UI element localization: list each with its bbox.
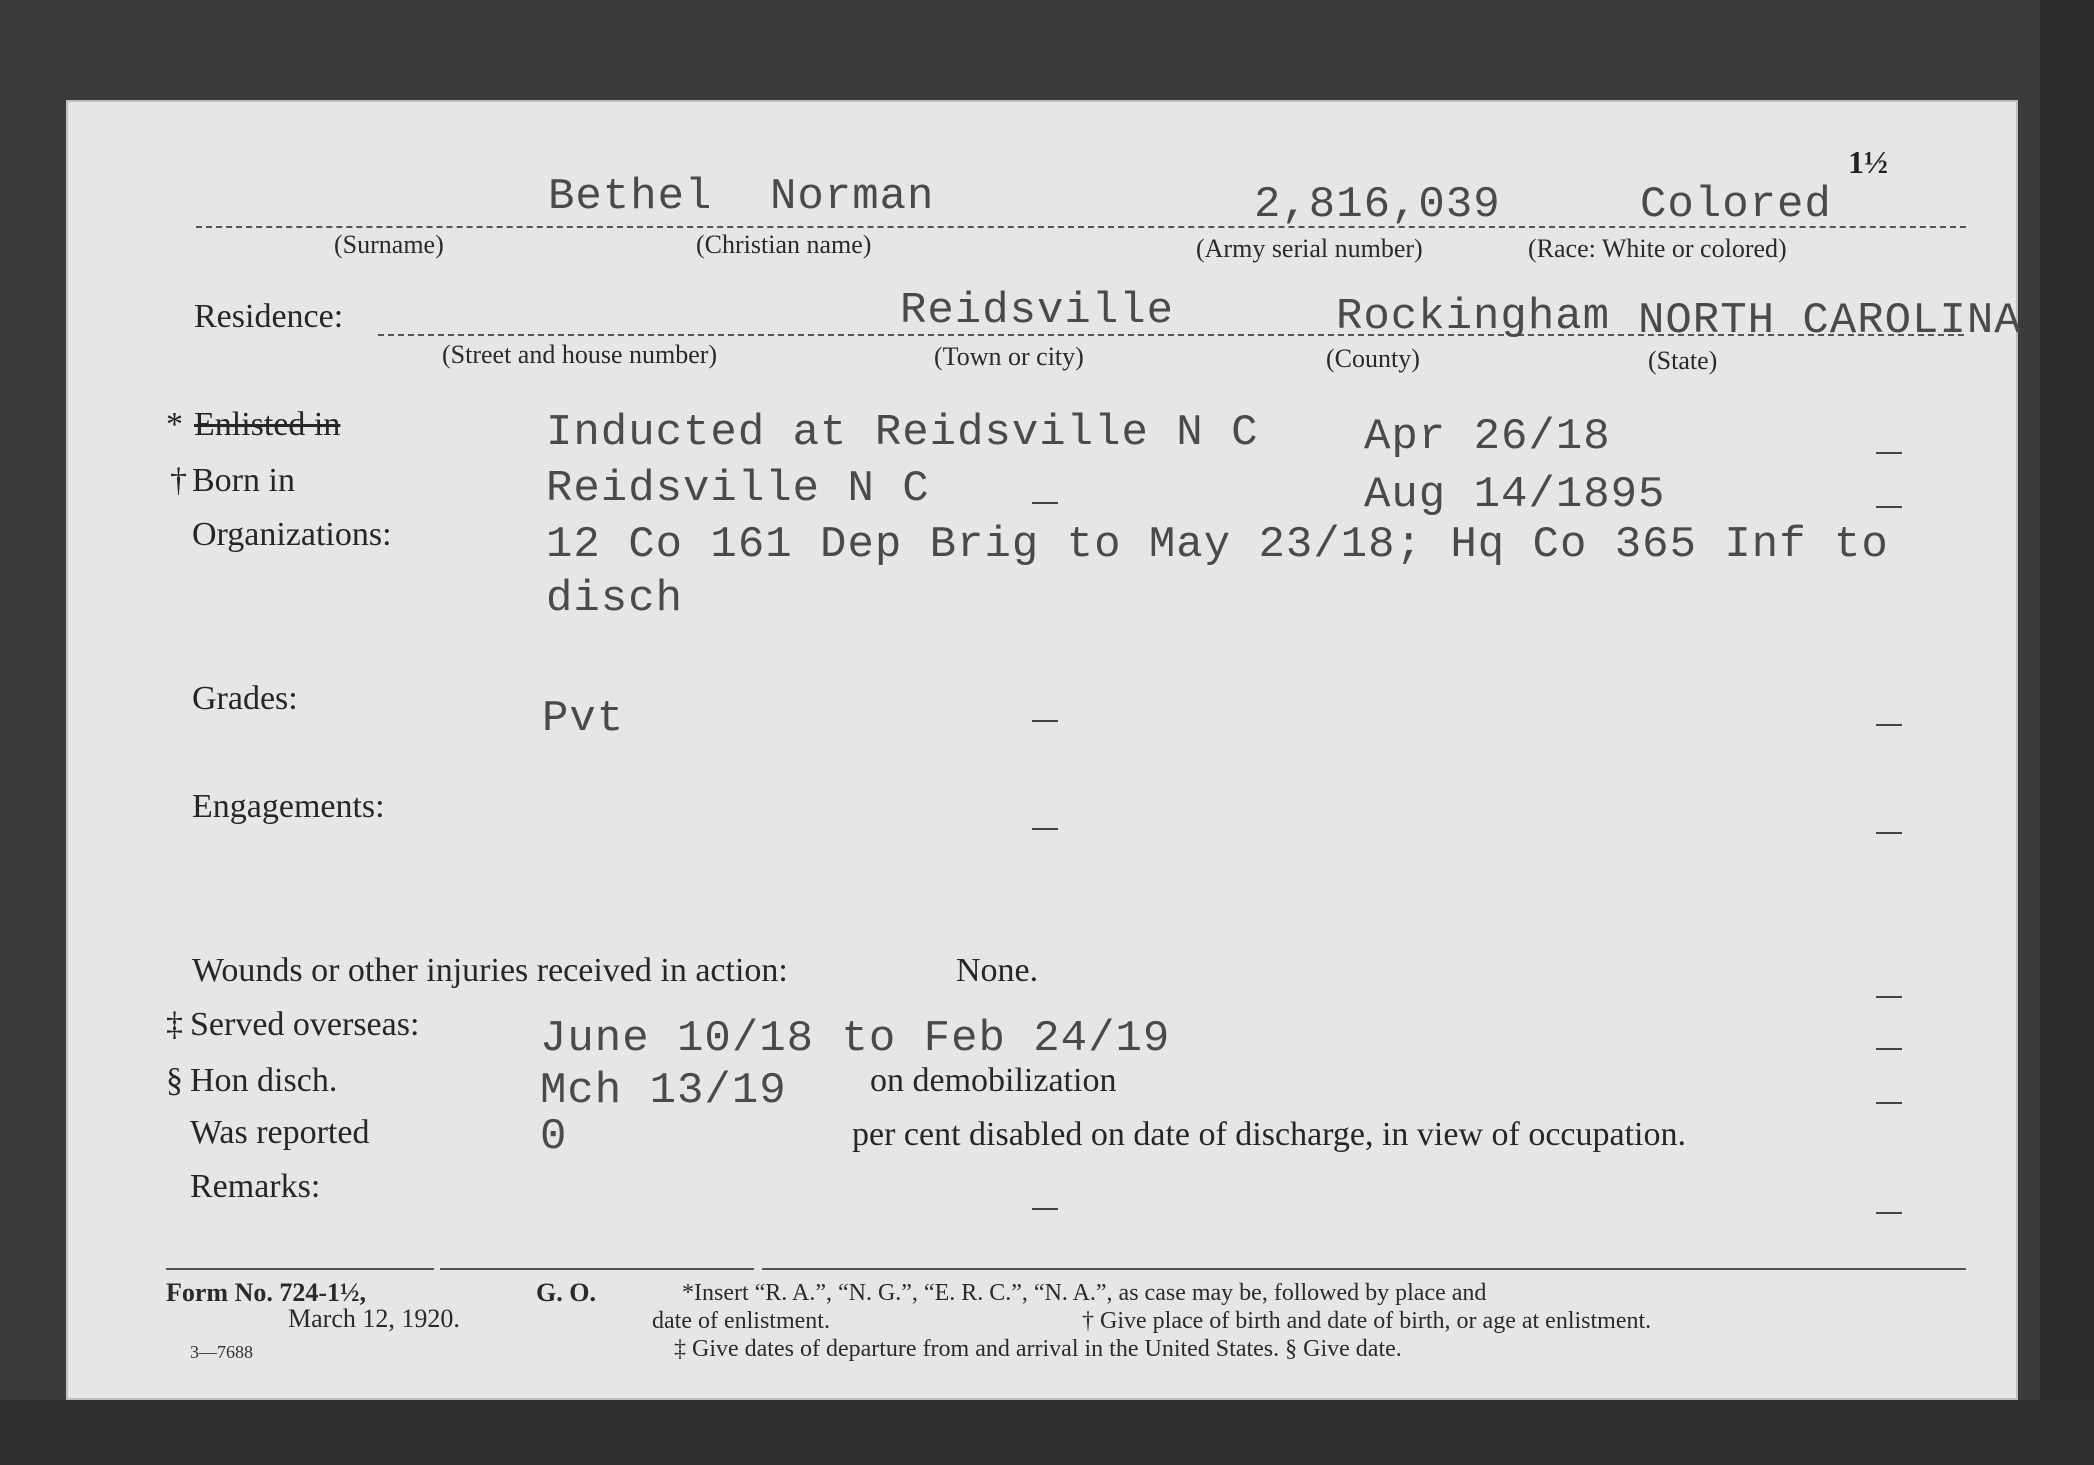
- remarks-mid-mark: [1032, 1208, 1058, 1210]
- grades-value: Pvt: [542, 694, 625, 744]
- form-go: G. O.: [536, 1278, 596, 1307]
- discharge-marker: §: [166, 1062, 183, 1099]
- born-value: Reidsville N C: [546, 464, 930, 514]
- remarks-label: Remarks:: [190, 1168, 321, 1205]
- surname-caption: (Surname): [334, 230, 444, 259]
- enlisted-marker: *: [166, 406, 183, 443]
- enlisted-value: Inducted at Reidsville N C: [546, 408, 1259, 458]
- enlisted-end-mark: [1876, 452, 1902, 454]
- service-record-card: [66, 100, 2022, 1400]
- wounds-label: Wounds or other injuries received in action:: [192, 952, 788, 989]
- born-end-mark: [1876, 506, 1902, 508]
- surname-value: Bethel: [548, 172, 713, 222]
- footer-note-2a: date of enlistment.: [652, 1308, 830, 1334]
- remarks-end-mark: [1876, 1212, 1902, 1214]
- engagements-end-mark: [1876, 832, 1902, 834]
- serial-caption: (Army serial number): [1196, 234, 1423, 263]
- form-number: Form No. 724-1½,: [166, 1278, 367, 1307]
- footer-note-2b: † Give place of birth and date of birth, or age at enlistment.: [1082, 1308, 1652, 1334]
- grades-label: Grades:: [192, 680, 298, 717]
- reported-value: 0: [540, 1112, 568, 1162]
- enlisted-label: Enlisted in: [194, 406, 341, 443]
- background-right: [2040, 0, 2094, 1465]
- header-line: [196, 226, 1966, 228]
- born-date: Aug 14/1895: [1364, 470, 1666, 520]
- wounds-value: None.: [956, 952, 1039, 989]
- state-caption: (State): [1648, 346, 1718, 375]
- race-value: Colored: [1640, 180, 1832, 230]
- overseas-value: June 10/18 to Feb 24/19: [540, 1014, 1171, 1064]
- footer-rule-middle: [440, 1268, 754, 1270]
- discharge-reason: on demobilization: [870, 1062, 1117, 1099]
- county-value: Rockingham: [1336, 292, 1611, 342]
- discharge-end-mark: [1876, 1102, 1902, 1104]
- state-value: NORTH CAROLINA: [1638, 296, 2022, 346]
- engagements-label: Engagements:: [192, 788, 385, 825]
- background-bottom: [0, 1400, 2094, 1465]
- born-marker: †: [170, 462, 187, 499]
- born-mid-mark: [1032, 502, 1058, 504]
- form-date: March 12, 1920.: [288, 1304, 460, 1333]
- reported-text: per cent disabled on date of discharge, in view of occupation.: [852, 1116, 1686, 1153]
- county-caption: (County): [1326, 344, 1420, 373]
- overseas-marker: ‡: [166, 1006, 183, 1043]
- footer-note-3: ‡ Give dates of departure from and arrival in the United States. § Give date.: [674, 1336, 1402, 1362]
- christian-name-value: Norman: [770, 172, 935, 222]
- footer-rule-left: [166, 1268, 434, 1270]
- engagements-mid-mark: [1032, 828, 1058, 830]
- overseas-label: Served overseas:: [190, 1006, 420, 1043]
- discharge-date: Mch 13/19: [540, 1066, 787, 1116]
- organizations-line-1: 12 Co 161 Dep Brig to May 23/18; Hq Co 365 Inf to: [546, 520, 1889, 570]
- corner-number: 1½: [1848, 144, 1888, 180]
- residence-label: Residence:: [194, 298, 344, 335]
- town-caption: (Town or city): [934, 342, 1084, 371]
- serial-number-value: 2,816,039: [1254, 180, 1501, 230]
- footer-rule-right: [762, 1268, 1966, 1270]
- town-value: Reidsville: [900, 286, 1175, 336]
- race-caption: (Race: White or colored): [1528, 234, 1787, 263]
- grades-end-mark: [1876, 724, 1902, 726]
- discharge-label: Hon disch.: [190, 1062, 338, 1099]
- organizations-line-2: disch: [546, 574, 684, 624]
- enlisted-date: Apr 26/18: [1364, 412, 1611, 462]
- christian-name-caption: (Christian name): [696, 230, 872, 259]
- form-code: 3—7688: [190, 1342, 253, 1362]
- born-label: Born in: [192, 462, 295, 499]
- street-caption: (Street and house number): [442, 340, 718, 369]
- organizations-label: Organizations:: [192, 516, 392, 553]
- overseas-end-mark: [1876, 1048, 1902, 1050]
- reported-label: Was reported: [190, 1114, 370, 1151]
- wounds-end-mark: [1876, 996, 1902, 998]
- grades-mid-mark: [1032, 720, 1058, 722]
- footer-note-1: *Insert “R. A.”, “N. G.”, “E. R. C.”, “N. A.”, as case may be, followed by place and: [682, 1280, 1487, 1306]
